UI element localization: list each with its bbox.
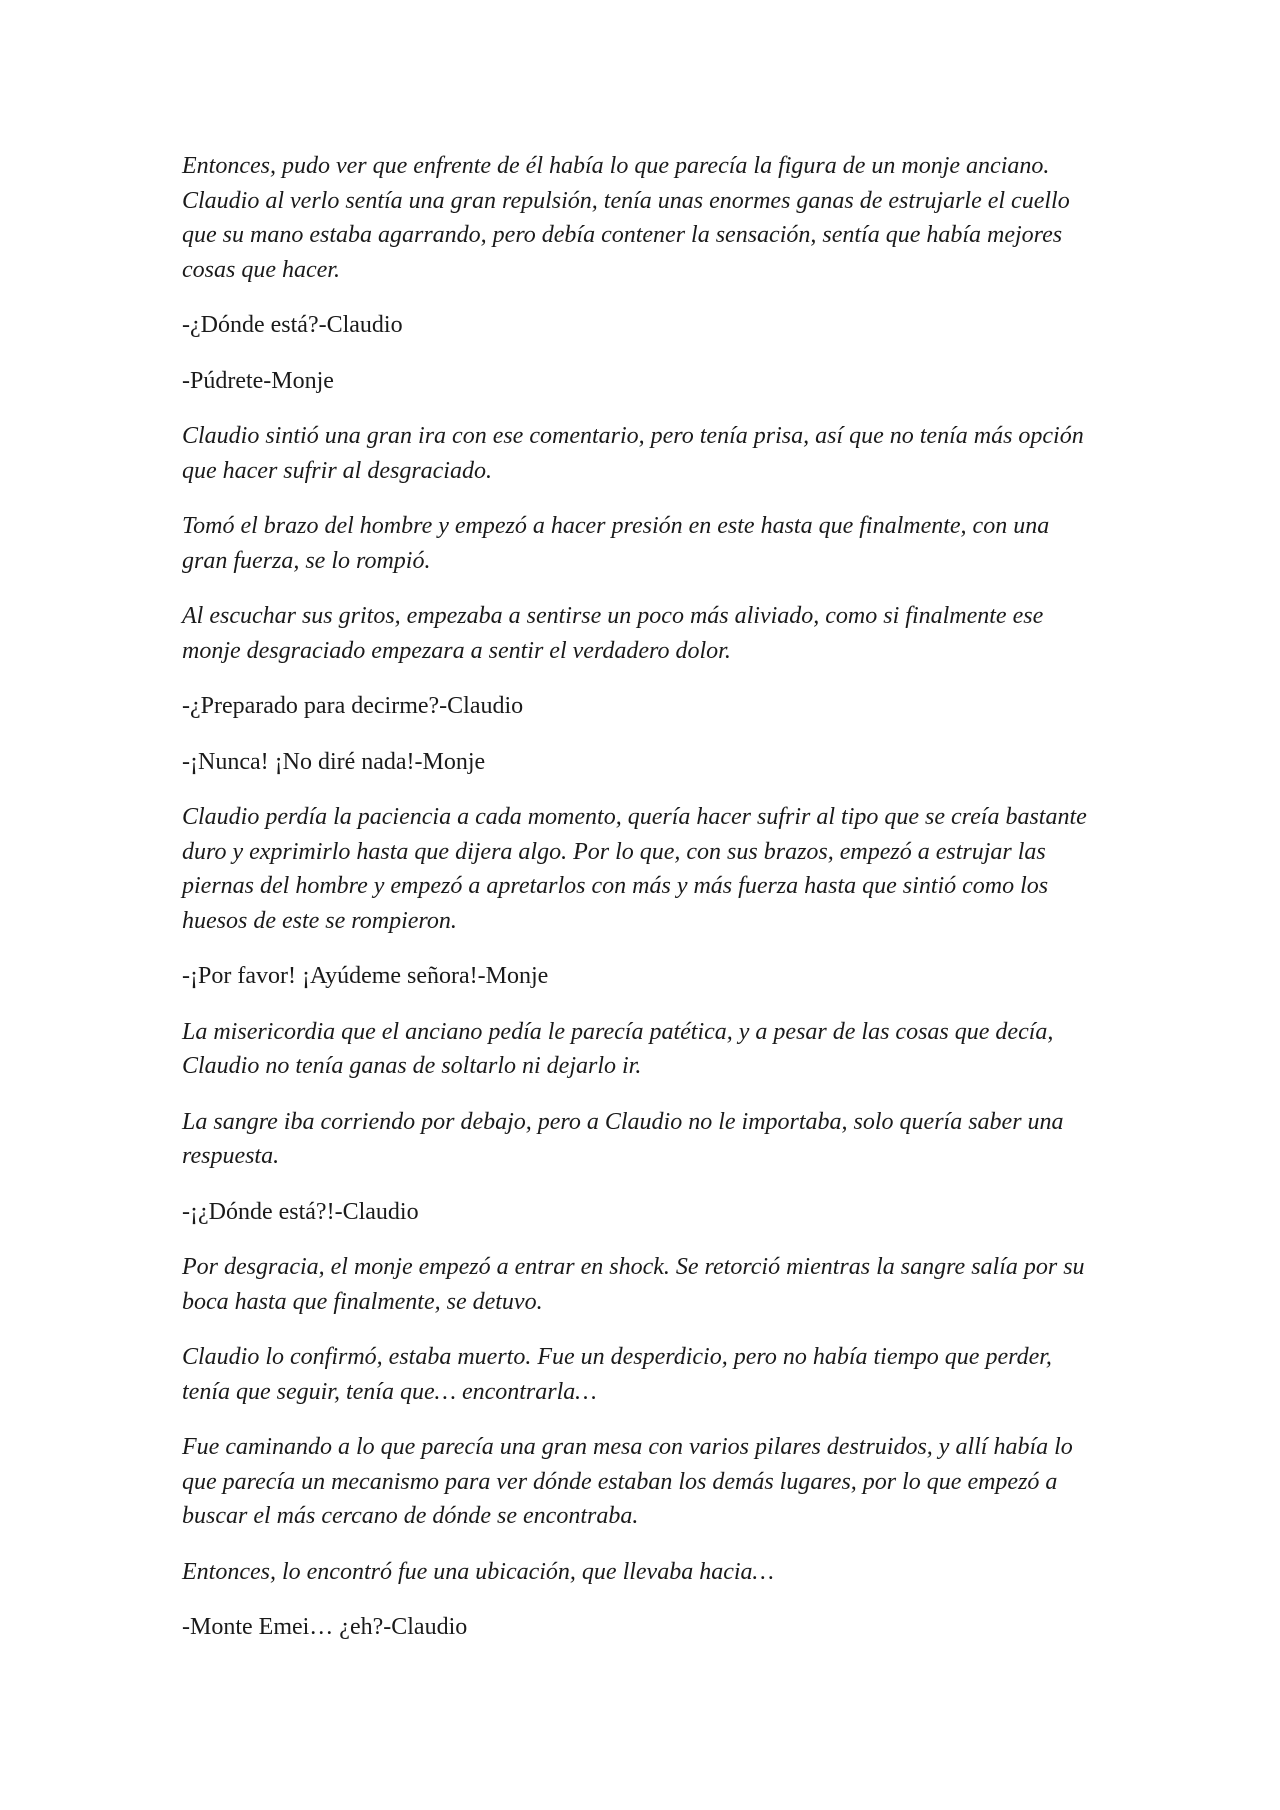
paragraph: Por desgracia, el monje empezó a entrar en shock. Se retorció mientras la sangre salía por su boca hasta que finalmente, se detuvo. xyxy=(182,1254,1085,1315)
paragraph: Entonces, lo encontró fue una ubicación, que llevaba hacia… xyxy=(182,1558,774,1585)
dialogue-line: -¡Por favor! ¡Ayúdeme señora!-Monje xyxy=(182,963,549,989)
dialogue-line: -¡Nunca! ¡No diré nada!-Monje xyxy=(182,748,486,775)
paragraph: Tomó el brazo del hombre y empezó a hacer presión en este hasta que finalmente, con una gran fuerza, se lo rompió. xyxy=(182,513,1050,574)
dialogue-line: -¡¿Dónde está?!-Claudio xyxy=(182,1198,419,1225)
paragraph: Al escuchar sus gritos, empezaba a sentirse un poco más aliviado, como si finalmente ese monje desgraciado empezara a sentir el verdadero dolor. xyxy=(182,603,1044,664)
paragraph: La sangre iba corriendo por debajo, pero a Claudio no le importaba, solo quería saber una respuesta. xyxy=(182,1108,1064,1169)
dialogue-line: -¿Preparado para decirme?-Claudio xyxy=(182,693,524,719)
dialogue-line: -Monte Emei… ¿eh?-Claudio xyxy=(182,1614,468,1640)
paragraph: La misericordia que el anciano pedía le parecía patética, y a pesar de las cosas que decía, Claudio no tenía ganas de soltarlo ni dejarlo ir. xyxy=(182,1018,1054,1079)
paragraph: Entonces, pudo ver que enfrente de él había lo que parecía la figura de un monje anciano. Claudio al verlo sentía una gran repulsión, tenía unas enormes ganas de estrujarle el cuello que su mano estaba agarrando, pero debía contener la sensación, sentía que había mejores cosas que hacer. xyxy=(182,153,1070,283)
paragraph: Fue caminando a lo que parecía una gran mesa con varios pilares destruidos, y allí había lo que parecía un mecanismo para ver dónde estaban los demás lugares, por lo que empezó a buscar el más cercano de dónde se encontraba. xyxy=(182,1434,1073,1529)
dialogue-line: -¿Dónde está?-Claudio xyxy=(182,312,403,338)
dialogue-line: -Púdrete-Monje xyxy=(182,367,334,394)
document-page xyxy=(182,149,1098,1666)
paragraph: Claudio lo confirmó, estaba muerto. Fue un desperdicio, pero no había tiempo que perder, tenía que seguir, tenía que… encontrarla… xyxy=(182,1344,1052,1405)
paragraph: Claudio perdía la paciencia a cada momento, quería hacer sufrir al tipo que se creía bastante duro y exprimirlo hasta que dijera algo. Por lo que, con sus brazos, empezó a estrujar las piernas del hombre y empezó a apretarlos con más y más fuerza hasta que sintió como los huesos de este se rompieron. xyxy=(182,804,1087,934)
paragraph: Claudio sintió una gran ira con ese comentario, pero tenía prisa, así que no tenía más opción que hacer sufrir al desgraciado. xyxy=(182,423,1084,484)
